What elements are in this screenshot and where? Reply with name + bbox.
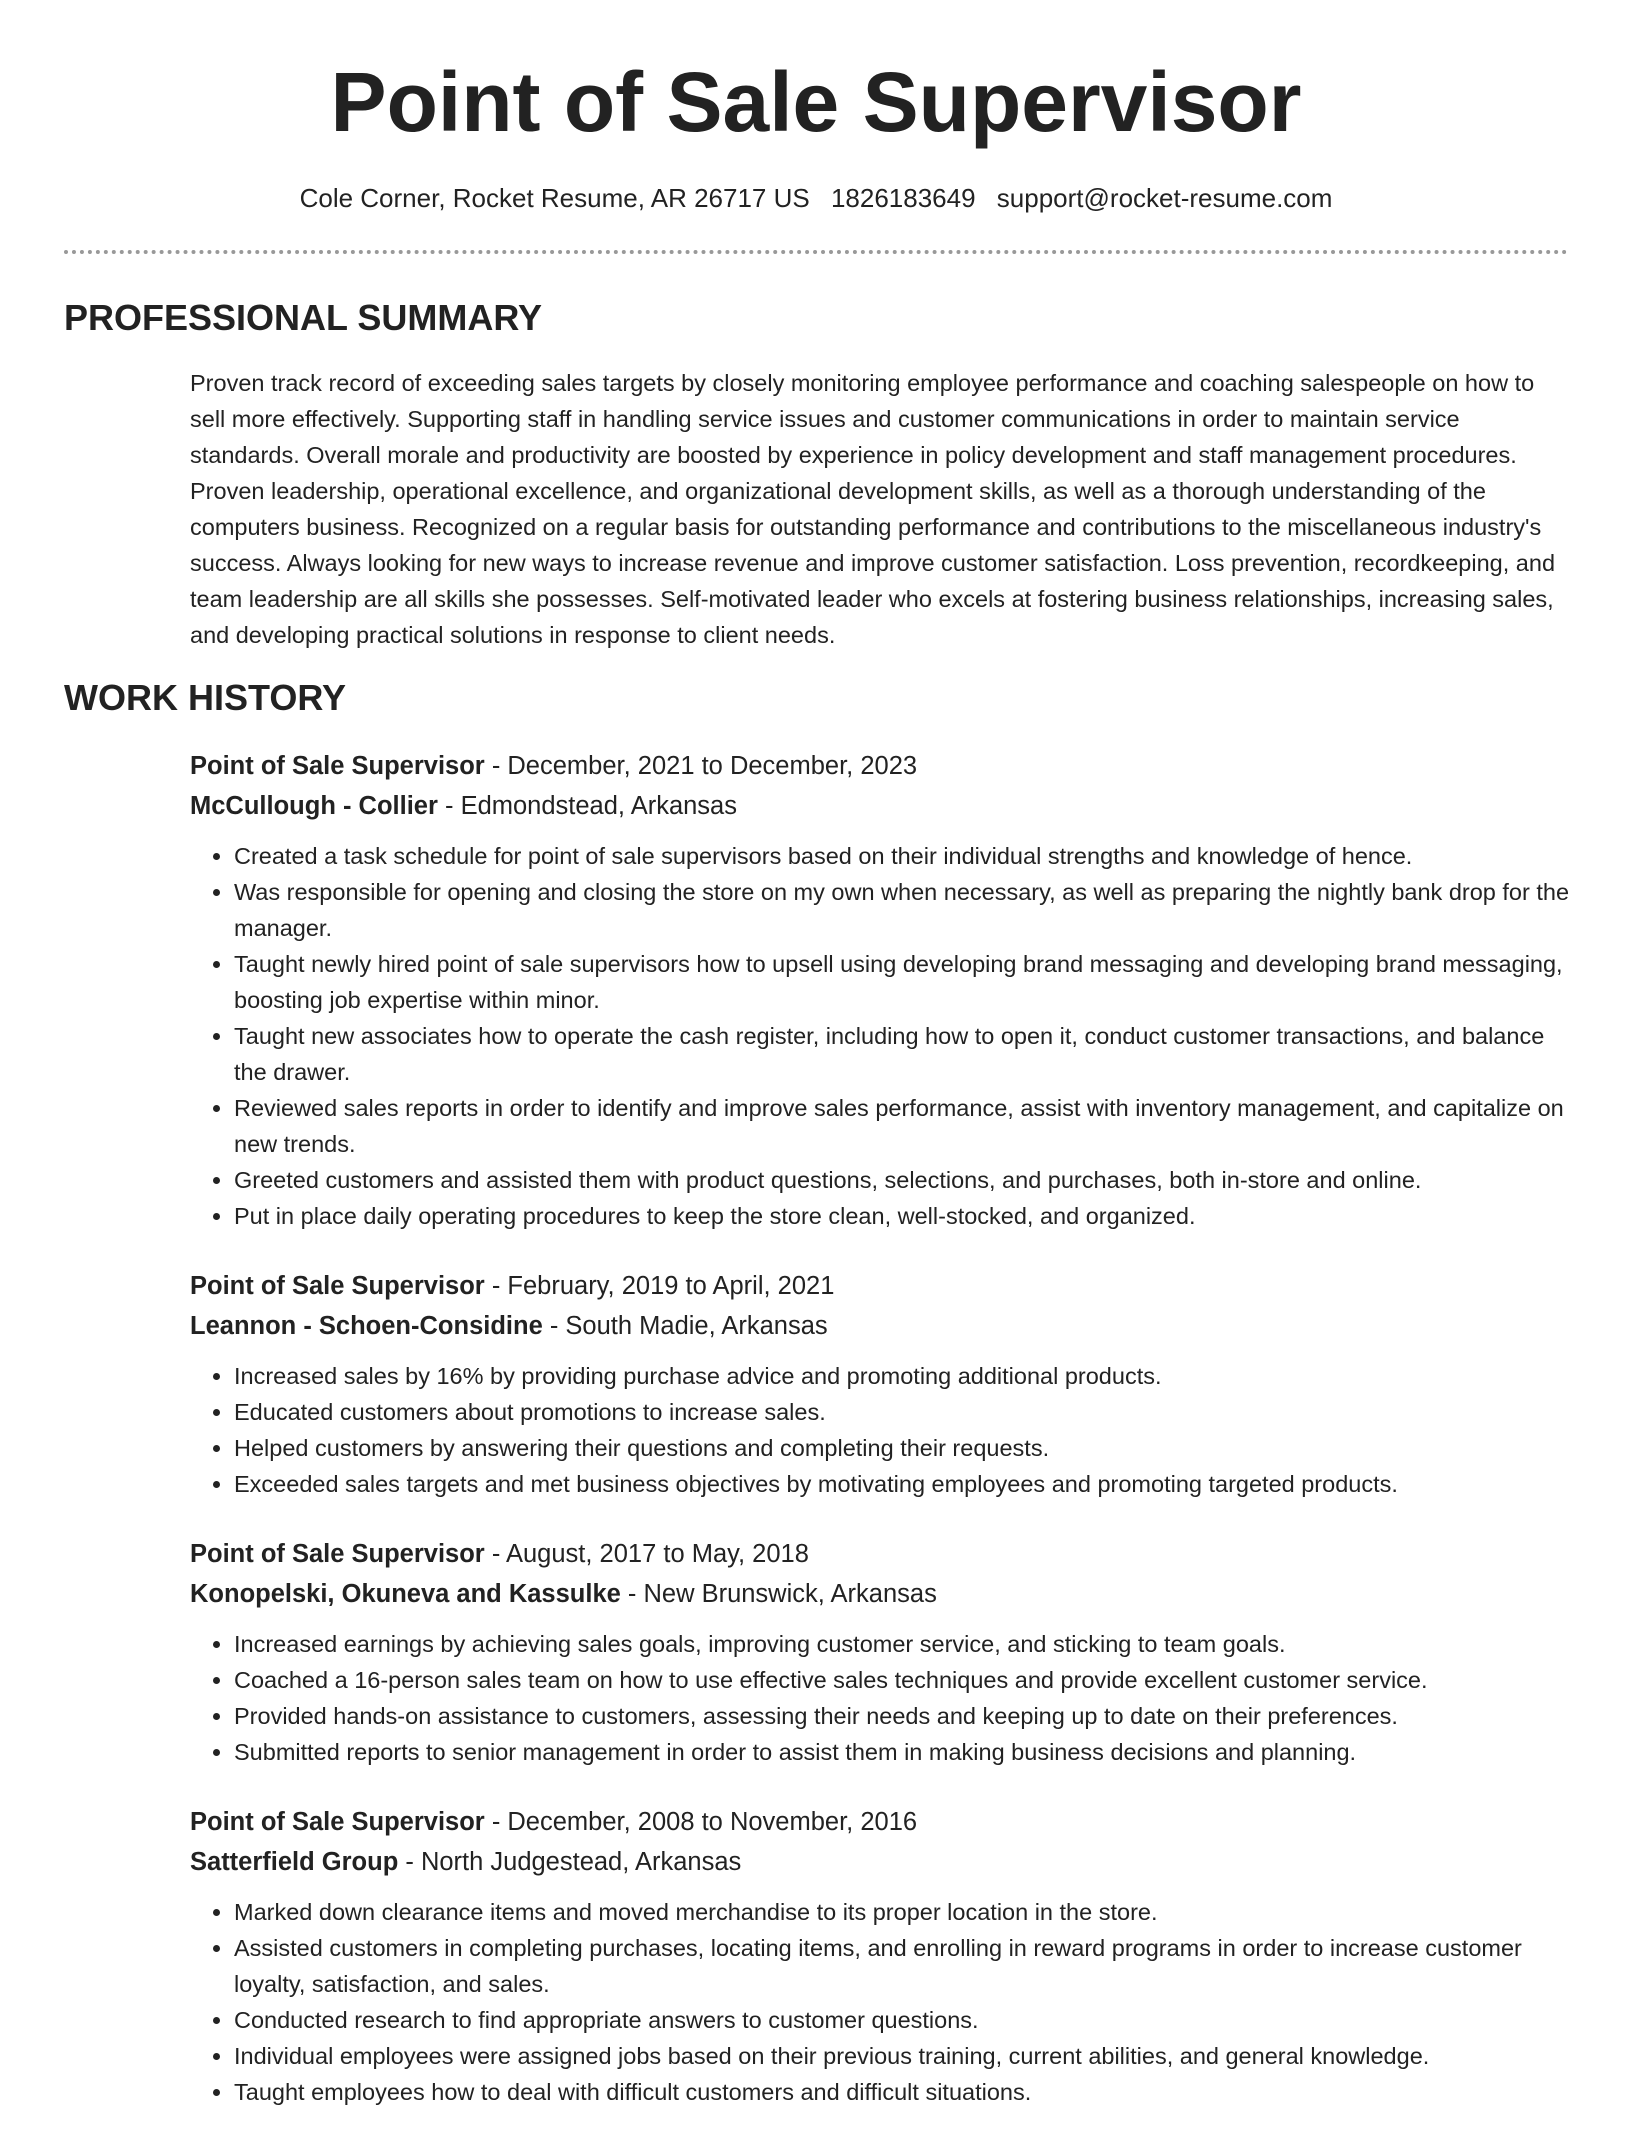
contact-address: Cole Corner, Rocket Resume, AR 26717 US [299, 183, 810, 213]
job-company-line [190, 1574, 1570, 1614]
job-company: Satterfield Group [190, 1848, 399, 1876]
contact-email[interactable]: support@rocket-resume.com [996, 183, 1333, 213]
job-location: - Edmondstead, Arkansas [437, 792, 737, 820]
job-location: - North Judgestead, Arkansas [398, 1848, 742, 1876]
header-divider [64, 250, 1568, 254]
job-bullet: • Increased earnings by achieving sales goals, improving customer service, and sticking to team goals. [234, 1626, 1570, 1662]
job-bullet: • Conducted research to find appropriate answers to customer questions. [234, 2002, 1570, 2038]
job-bullet: • Helped customers by answering their questions and completing their requests. [234, 1430, 1570, 1466]
job-bullets [190, 1626, 1570, 1770]
job-bullet: • Greeted customers and assisted them with product questions, selections, and purchases, both in-store and online. [234, 1162, 1570, 1198]
contact-phone: 1826183649 [830, 183, 976, 213]
job-location: - South Madie, Arkansas [542, 1312, 828, 1340]
job-bullet: • Educated customers about promotions to increase sales. [234, 1394, 1570, 1430]
job-dates: - February, 2019 to April, 2021 [484, 1272, 835, 1300]
job-bullet: • Individual employees were assigned jobs based on their previous training, current abilities, and general knowledge. [234, 2038, 1570, 2074]
job-location: - New Brunswick, Arkansas [620, 1580, 937, 1608]
job-bullet: • Assisted customers in completing purchases, locating items, and enrolling in reward programs in order to increase customer loyalty, satisfaction, and sales. [234, 1930, 1570, 2002]
work-history-heading: WORK HISTORY [64, 677, 347, 718]
job-company-line [190, 1842, 1570, 1882]
job-bullet: • Marked down clearance items and moved merchandise to its proper location in the store. [234, 1894, 1570, 1930]
summary-text: Proven track record of exceeding sales targets by closely monitoring employee performance and coaching salespeople on how to sell more effectively. Supporting staff in handling service issues and customer communications in order to maintain service standards. Overall morale and productivity are boosted by experience in policy development and staff management procedures. Proven leadership, operational excellence, and organizational development skills, as well as a thorough understanding of the computers business. Recognized on a regular basis for outstanding performance and contributions to the miscellaneous industry's success. Always looking for new ways to increase revenue and improve customer satisfaction. Loss prevention, recordkeeping, and team leadership are all skills she possesses. Self-motivated leader who excels at fostering business relationships, increasing sales, and developing practical solutions in response to client needs. [190, 370, 1556, 648]
job-role: Point of Sale Supervisor [190, 1808, 485, 1836]
job-company-line [190, 1306, 1570, 1346]
resume-name: Point of Sale Supervisor [330, 55, 1302, 149]
job-title-line [190, 1802, 1570, 1842]
job-entry [190, 1534, 1570, 1770]
job-dates: - December, 2021 to December, 2023 [484, 752, 918, 780]
job-bullet: • Taught newly hired point of sale supervisors how to upsell using developing brand messaging and developing brand messaging, boosting job expertise within minor. [234, 946, 1570, 1018]
job-bullets [190, 1894, 1570, 2110]
job-bullet: • Reviewed sales reports in order to identify and improve sales performance, assist with inventory management, and capitalize on new trends. [234, 1090, 1570, 1162]
job-company: Leannon - Schoen-Considine [190, 1312, 543, 1340]
job-company: McCullough - Collier [190, 792, 438, 820]
job-role: Point of Sale Supervisor [190, 752, 485, 780]
job-bullet: • Created a task schedule for point of sale supervisors based on their individual strengths and knowledge of hence. [234, 838, 1570, 874]
job-title-line [190, 1266, 1570, 1306]
summary-heading: PROFESSIONAL SUMMARY [64, 297, 543, 338]
job-bullet: • Submitted reports to senior management in order to assist them in making business decisions and planning. [234, 1734, 1570, 1770]
job-bullet: • Taught new associates how to operate the cash register, including how to open it, conduct customer transactions, and balance the drawer. [234, 1018, 1570, 1090]
job-bullet: • Coached a 16-person sales team on how to use effective sales techniques and provide excellent customer service. [234, 1662, 1570, 1698]
job-entry [190, 1266, 1570, 1502]
work-history-list [190, 746, 1570, 2142]
job-bullet: • Was responsible for opening and closing the store on my own when necessary, as well as preparing the nightly bank drop for the manager. [234, 874, 1570, 946]
job-bullets [190, 838, 1570, 1234]
job-bullet: • Provided hands-on assistance to customers, assessing their needs and keeping up to date on their preferences. [234, 1698, 1570, 1734]
job-company-line [190, 786, 1570, 826]
job-bullets [190, 1358, 1570, 1502]
job-bullet: • Increased sales by 16% by providing purchase advice and promoting additional products. [234, 1358, 1570, 1394]
job-dates: - December, 2008 to November, 2016 [484, 1808, 918, 1836]
job-role: Point of Sale Supervisor [190, 1540, 485, 1568]
job-entry [190, 746, 1570, 1234]
job-bullet: • Exceeded sales targets and met business objectives by motivating employees and promoting targeted products. [234, 1466, 1570, 1502]
job-entry [190, 1802, 1570, 2110]
job-bullet: • Put in place daily operating procedures to keep the store clean, well-stocked, and organized. [234, 1198, 1570, 1234]
job-bullet: • Taught employees how to deal with difficult customers and difficult situations. [234, 2074, 1570, 2110]
job-dates: - August, 2017 to May, 2018 [484, 1540, 809, 1568]
job-title-line [190, 1534, 1570, 1574]
contact-line [0, 180, 1632, 216]
job-title-line [190, 746, 1570, 786]
job-role: Point of Sale Supervisor [190, 1272, 485, 1300]
job-company: Konopelski, Okuneva and Kassulke [190, 1580, 621, 1608]
